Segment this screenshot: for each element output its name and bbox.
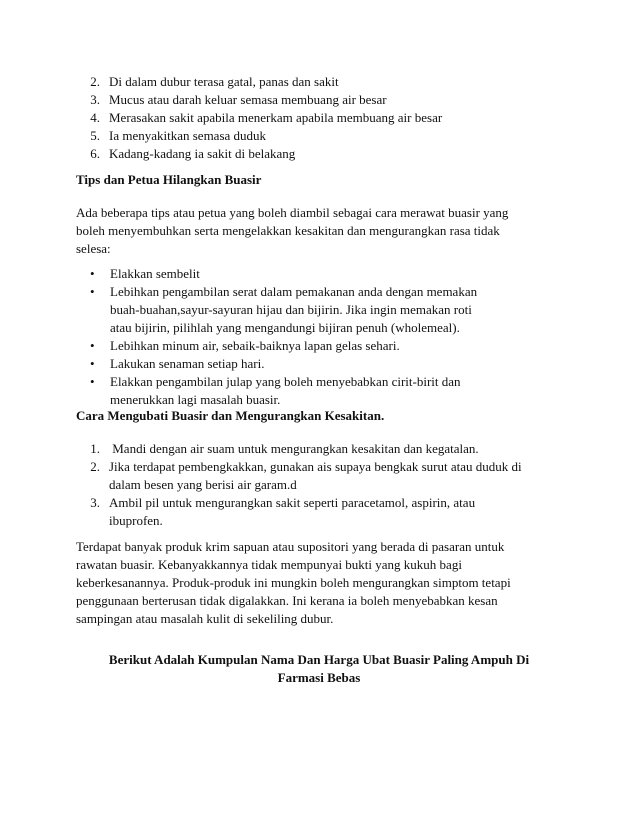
list-number: 5 . <box>76 127 100 145</box>
list-text: dalam besen yang berisi air garam.d <box>109 477 297 492</box>
list-number: 1 . <box>76 440 100 458</box>
final-heading <box>76 651 562 687</box>
bullet-line: • Lebihkan minum air, sebaik-baiknya lapan gelas sehari. <box>110 338 400 353</box>
bullet-item <box>90 283 560 337</box>
bullet-line: atau bijirin, pilihlah yang mengandungi bijiran penuh (wholemeal). <box>110 320 460 335</box>
paragraph-line: sampingan atau masalah kulit di sekeliling dubur. <box>76 611 334 626</box>
bullet-item <box>90 337 560 355</box>
list-item <box>76 440 562 458</box>
list-text: Mucus atau darah keluar semasa membuang air besar <box>109 92 387 107</box>
list-item <box>76 109 576 127</box>
list-number: 3 . <box>76 494 100 512</box>
paragraph-line: Terdapat banyak produk krim sapuan atau supositori yang berada di pasaran untuk <box>76 539 505 554</box>
list-item <box>76 91 576 109</box>
bullet-item <box>90 265 560 283</box>
products-paragraph <box>76 538 576 628</box>
list-text: ibuprofen. <box>109 513 163 528</box>
list-number: 6 . <box>76 145 100 163</box>
bullet-line: menerukkan lagi masalah buasir. <box>110 392 281 407</box>
tips-intro-paragraph <box>76 204 576 258</box>
list-item <box>76 494 562 530</box>
list-text: Di dalam dubur terasa gatal, panas dan sakit <box>109 74 339 89</box>
list-item <box>76 127 576 145</box>
paragraph-line: selesa: <box>76 241 111 256</box>
list-number: 3 . <box>76 91 100 109</box>
tips-heading: Tips dan Petua Hilangkan Buasir <box>76 172 262 187</box>
list-text: Ia menyakitkan semasa duduk <box>109 128 267 143</box>
bullet-line: buah-buahan,sayur-sayuran hijau dan bijirin. Jika ingin memakan roti <box>110 302 472 317</box>
list-item <box>76 458 562 494</box>
bullet-line: • Lebihkan pengambilan serat dalam pemakanan anda dengan memakan <box>110 284 478 299</box>
bullet-line: • Elakkan pengambilan julap yang boleh menyebabkan cirit-birit dan <box>110 374 461 389</box>
paragraph-line: boleh menyembuhkan serta mengelakkan kesakitan dan mengurangkan rasa tidak <box>76 223 500 238</box>
list-number: 4 . <box>76 109 100 127</box>
paragraph-line: Ada beberapa tips atau petua yang boleh diambil sebagai cara merawat buasir yang <box>76 205 509 220</box>
list-text: Ambil pil untuk mengurangkan sakit seperti paracetamol, aspirin, atau <box>109 495 476 510</box>
symptoms-list <box>76 73 576 163</box>
tips-bullet-list <box>90 265 560 409</box>
final-heading-line: Farmasi Bebas <box>277 670 361 685</box>
bullet-item <box>90 355 560 373</box>
treatment-heading: Cara Mengubati Buasir dan Mengurangkan Kesakitan. <box>76 408 385 423</box>
list-number: 2 . <box>76 458 100 476</box>
bullet-line: • Elakkan sembelit <box>110 266 200 281</box>
paragraph-line: penggunaan berterusan tidak digalakkan. Ini kerana ia boleh menyebabkan kesan <box>76 593 498 608</box>
bullet-line: • Lakukan senaman setiap hari. <box>110 356 265 371</box>
list-item <box>76 73 576 91</box>
bullet-item <box>90 373 560 409</box>
final-heading-line: Berikut Adalah Kumpulan Nama Dan Harga Ubat Buasir Paling Ampuh Di <box>108 652 530 667</box>
list-text: Mandi dengan air suam untuk mengurangkan kesakitan dan kegatalan. <box>109 441 479 456</box>
list-text: Jika terdapat pembengkakkan, gunakan ais supaya bengkak surut atau duduk di <box>109 459 522 474</box>
list-item <box>76 145 576 163</box>
list-number: 2 . <box>76 73 100 91</box>
list-text: Merasakan sakit apabila menerkam apabila membuang air besar <box>109 110 443 125</box>
paragraph-line: keberkesanannya. Produk-produk ini mungkin boleh mengurangkan simptom tetapi <box>76 575 511 590</box>
list-text: Kadang-kadang ia sakit di belakang <box>109 146 296 161</box>
paragraph-line: rawatan buasir. Kebanyakkannya tidak mempunyai bukti yang kukuh bagi <box>76 557 462 572</box>
treatment-list <box>76 440 562 530</box>
